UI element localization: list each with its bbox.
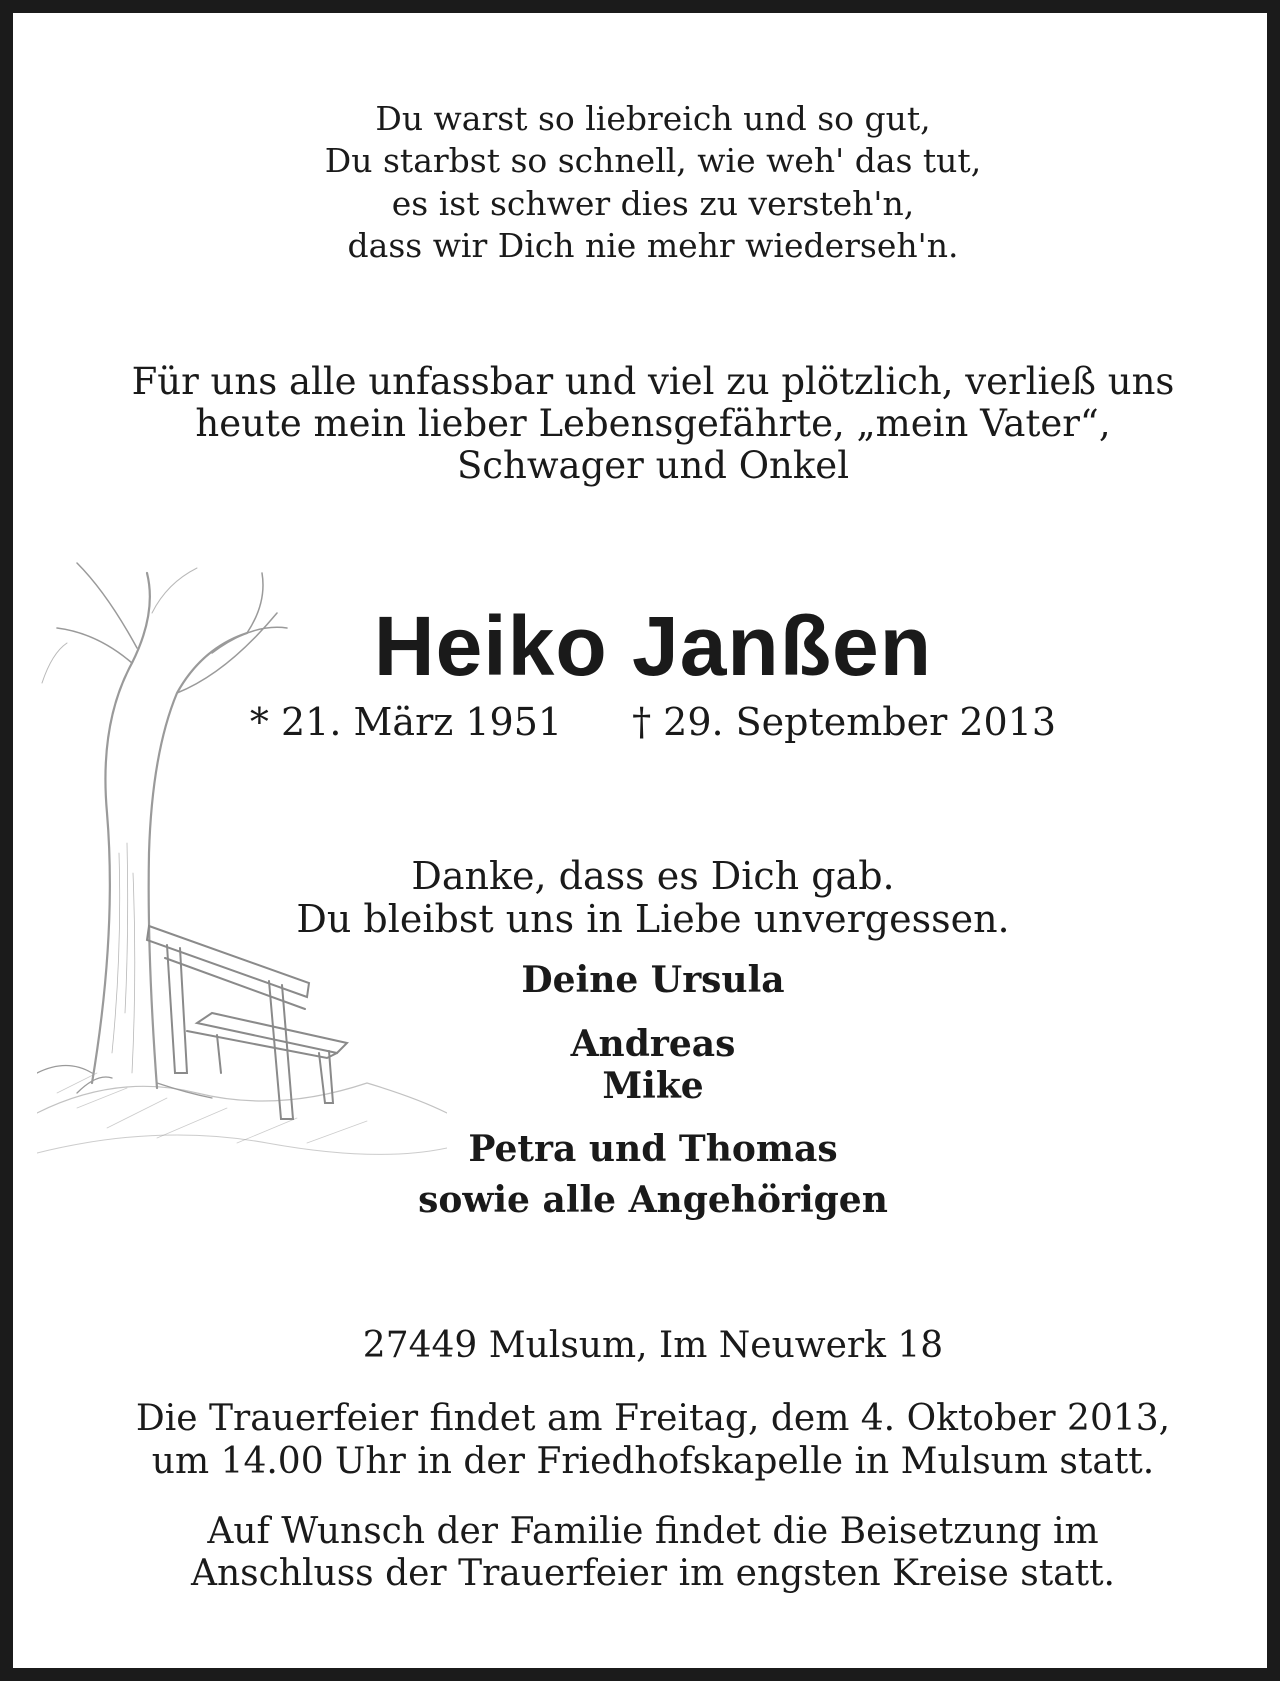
poem-line-4: dass wir Dich nie mehr wiederseh'n.: [347, 226, 959, 265]
ceremony-line-1: Die Trauerfeier findet am Freitag, dem 4. Oktober 2013,: [135, 1398, 1171, 1439]
announcement-line-3: Schwager und Onkel: [456, 444, 850, 487]
poem-line-3: es ist schwer dies zu versteh'n,: [391, 184, 915, 223]
poem-line-1: Du warst so liebreich und so gut,: [375, 99, 931, 138]
mourner-2: Andreas: [570, 1023, 736, 1065]
poem-line-2: Du starbst so schnell, wie weh' das tut,: [324, 141, 982, 180]
mourner-3: Mike: [602, 1065, 704, 1107]
address: 27449 Mulsum, Im Neuwerk 18: [362, 1325, 944, 1366]
announcement-line-1: Für uns alle unfassbar und viel zu plötzlich, verließ uns: [131, 360, 1175, 403]
life-dates: [26, 700, 1280, 744]
mourner-4: Petra und Thomas: [468, 1128, 838, 1170]
announcement-line-2: heute mein lieber Lebensgefährte, „mein Vater“,: [195, 402, 1111, 445]
thanks-line-2: Du bleibst uns in Liebe unvergessen.: [296, 897, 1010, 941]
burial-line-1: Auf Wunsch der Familie findet die Beisetzung im: [207, 1511, 1099, 1552]
mourner-1: Deine Ursula: [521, 959, 785, 1001]
death-date: † 29. September 2013: [632, 700, 1057, 744]
mourner-5: sowie alle Angehörigen: [418, 1179, 888, 1221]
thanks-line-1: Danke, dass es Dich gab.: [411, 854, 895, 898]
birth-date: * 21. März 1951: [249, 700, 563, 744]
ceremony-line-2: um 14.00 Uhr in der Friedhofskapelle in Mulsum statt.: [151, 1441, 1155, 1482]
burial-line-2: Anschluss der Trauerfeier im engsten Kreise statt.: [190, 1553, 1115, 1594]
deceased-name: Heiko Janßen: [373, 599, 933, 693]
